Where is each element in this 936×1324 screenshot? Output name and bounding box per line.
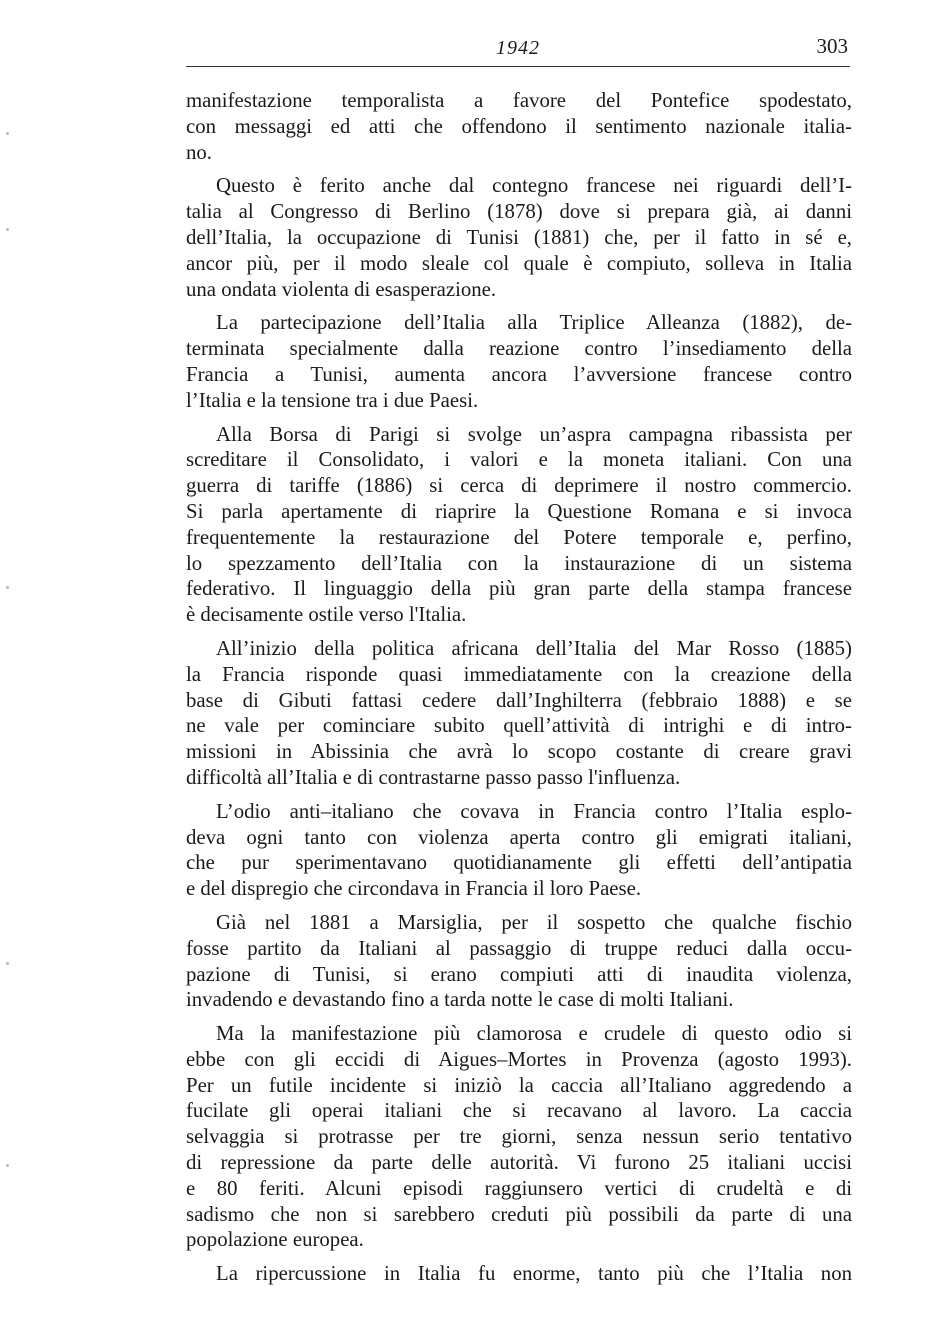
text-line: sadismo che non si sarebbero creduti più possibili da parte di una (186, 1202, 852, 1226)
text-line: base di Gibuti fattasi cedere dall’Inghilterra (febbraio 1888) e se (186, 688, 852, 712)
scan-edge-mark (6, 962, 9, 965)
text-line: popolazione europea. (186, 1228, 364, 1252)
paragraph (186, 1021, 852, 1253)
text-line: e 80 feriti. Alcuni episodi raggiunsero vertici di crudeltà e di (186, 1176, 852, 1200)
text-line: La partecipazione dell’Italia alla Triplice Alleanza (1882), de- (216, 311, 852, 335)
scan-edge-mark (6, 132, 9, 135)
text-line: missioni in Abissinia che avrà lo scopo costante di creare gravi (186, 740, 852, 764)
text-line: che pur sperimentavano quotidianamente gli effetti dell’antipatia (186, 851, 852, 875)
text-line: l’Italia e la tensione tra i due Paesi. (186, 388, 479, 412)
paragraph-gap (186, 902, 852, 910)
text-line: dell’Italia, la occupazione di Tunisi (1881) che, per il fatto in sé e, (186, 225, 852, 249)
text-line: Questo è ferito anche dal contegno francese nei riguardi dell’I- (216, 174, 852, 198)
paragraph-gap (186, 1013, 852, 1021)
text-line: selvaggia si protrasse per tre giorni, senza nessun serio tentativo (186, 1125, 852, 1149)
text-line: una ondata violenta di esasperazione. (186, 277, 497, 301)
paragraph (186, 422, 852, 628)
body-text (186, 88, 852, 1287)
text-line: con messaggi ed atti che offendono il sentimento nazionale italia- (186, 114, 852, 138)
page-header (186, 32, 850, 67)
text-line: no. (186, 140, 212, 164)
text-line: ancor più, per il modo sleale col quale è compiuto, solleva in Italia (186, 251, 852, 275)
text-line: Alla Borsa di Parigi si svolge un’aspra campagna ribassista per (216, 422, 852, 446)
text-line: Francia a Tunisi, aumenta ancora l’avversione francese contro (186, 362, 852, 386)
paragraph-gap (186, 302, 852, 310)
text-line: federativo. Il linguaggio della più gran parte della stampa francese (186, 577, 852, 601)
text-line: Ma la manifestazione più clamorosa e crudele di questo odio si (216, 1022, 852, 1046)
paragraph-gap (186, 414, 852, 422)
text-line: la Francia risponde quasi immediatamente con la creazione della (186, 662, 852, 686)
text-line: invadendo e devastando fino a tarda notte le case di molti Italiani. (186, 988, 734, 1012)
text-line: ne vale per cominciare subito quell’attività di intrighi e di intro- (186, 714, 852, 738)
text-line: Per un futile incidente si iniziò la caccia all’Italiano aggredendo a (186, 1073, 852, 1097)
text-line: è decisamente ostile verso l'Italia. (186, 603, 467, 627)
scan-edge-mark (6, 1164, 9, 1167)
text-line: screditare il Consolidato, i valori e la moneta italiani. Con una (186, 448, 852, 472)
text-line: fucilate gli operai italiani che si recavano al lavoro. La caccia (186, 1099, 852, 1123)
paragraph (186, 310, 852, 413)
text-line: Già nel 1881 a Marsiglia, per il sospetto che qualche fischio (216, 910, 852, 934)
text-line: lo spezzamento dell’Italia con la instaurazione di un sistema (186, 551, 852, 575)
running-title: 1942 (496, 37, 540, 59)
text-line: Si parla apertamente di riaprire la Questione Romana e si invoca (186, 499, 852, 523)
paragraph-gap (186, 791, 852, 799)
text-line: pazione di Tunisi, si erano compiuti atti di inaudita violenza, (186, 962, 852, 986)
text-line: di repressione da parte delle autorità. Vi furono 25 italiani uccisi (186, 1151, 852, 1175)
text-line: terminata specialmente dalla reazione contro l’insediamento della (186, 337, 852, 361)
paragraph (186, 173, 852, 302)
text-line: manifestazione temporalista a favore del Pontefice spodestato, (186, 89, 852, 112)
paragraph-gap (186, 628, 852, 636)
paragraph (186, 910, 852, 1013)
text-line: guerra di tariffe (1886) si cerca di deprimere il nostro commercio. (186, 474, 852, 498)
paragraph (186, 1261, 852, 1287)
page-number: 303 (816, 34, 848, 58)
paragraph (186, 799, 852, 902)
text-line: La ripercussione in Italia fu enorme, tanto più che l’Italia non (216, 1262, 852, 1286)
scan-edge-mark (6, 228, 9, 231)
paragraph-gap (186, 165, 852, 173)
text-line: L’odio anti–italiano che covava in Francia contro l’Italia esplo- (216, 799, 852, 823)
text-line: e del dispregio che circondava in Francia il loro Paese. (186, 877, 642, 901)
text-line: fosse partito da Italiani al passaggio di truppe reduci dalla occu- (186, 936, 852, 960)
text-line: deva ogni tanto con violenza aperta contro gli emigrati italiani, (186, 825, 852, 849)
text-line: talia al Congresso di Berlino (1878) dove si prepara già, ai danni (186, 200, 852, 224)
paragraph-gap (186, 1253, 852, 1261)
paragraph (186, 88, 852, 165)
scan-edge-mark (6, 586, 9, 589)
text-line: frequentemente la restaurazione del Potere temporale e, perfino, (186, 525, 852, 549)
paragraph (186, 636, 852, 791)
text-line: ebbe con gli eccidi di Aigues–Mortes in Provenza (agosto 1993). (186, 1047, 852, 1071)
text-line: difficoltà all’Italia e di contrastarne passo passo l'influenza. (186, 765, 681, 789)
text-line: All’inizio della politica africana dell’Italia del Mar Rosso (1885) (216, 636, 852, 660)
